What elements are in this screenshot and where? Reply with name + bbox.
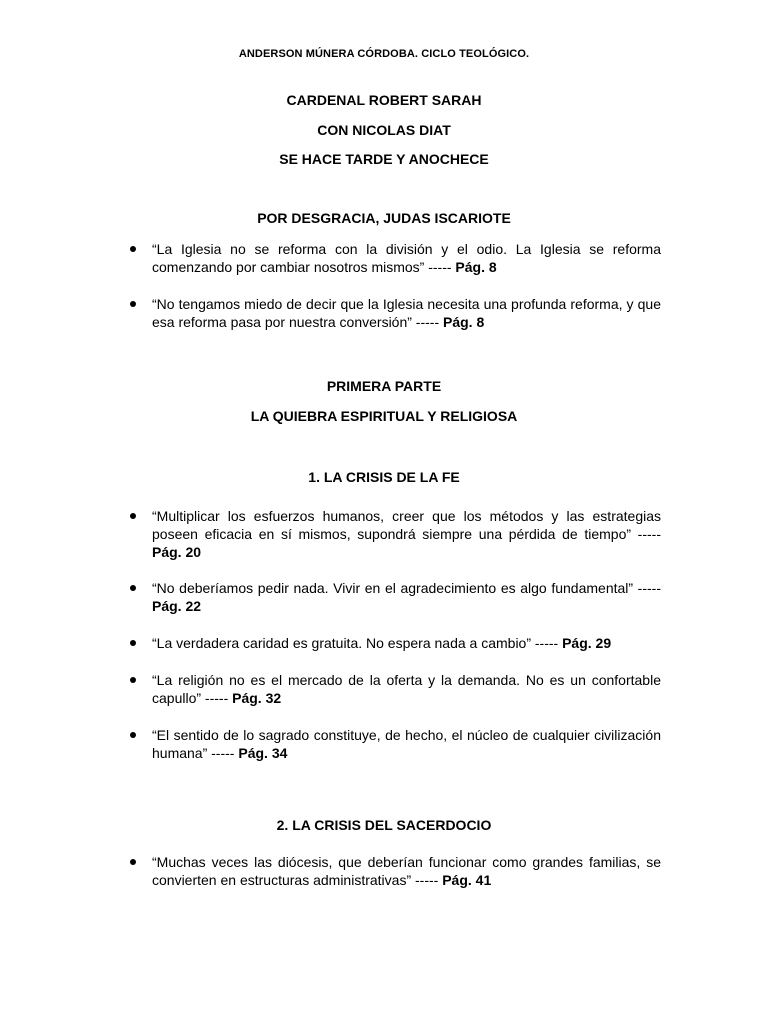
page-reference: Pág. 20	[152, 544, 202, 560]
book-author: CARDENAL ROBERT SARAH	[286, 92, 482, 108]
quote-text: “La religión no es el mercado de la oferta y la demanda. No es un confortable capullo” ----- Pág. 32	[152, 672, 661, 706]
quote-text: “No deberíamos pedir nada. Vivir en el agradecimiento es algo fundamental” ----- Pág. 22	[152, 580, 661, 614]
quote-text: “Multiplicar los esfuerzos humanos, creer que los métodos y las estrategias poseen eficacia en sí mismos, supondrá siempre una pérdida de tiempo” ----- Pág. 20	[152, 508, 661, 560]
bullet-icon	[130, 677, 136, 683]
page-reference: Pág. 8	[455, 259, 497, 275]
book-title: SE HACE TARDE Y ANOCHECE	[279, 151, 489, 167]
quote-text: “Muchas veces las diócesis, que deberían funcionar como grandes familias, se convierten en estructuras administrativas” ----- Pág. 41	[152, 854, 661, 888]
bullet-icon	[130, 246, 136, 252]
bullet-icon	[130, 513, 136, 519]
page-reference: Pág. 8	[443, 314, 485, 330]
quote-text: “El sentido de lo sagrado constituye, de hecho, el núcleo de cualquier civilización humana” ----- Pág. 34	[152, 727, 661, 761]
document-header: ANDERSON MÚNERA CÓRDOBA. CICLO TEOLÓGICO.	[238, 48, 530, 60]
quote-text: “La Iglesia no se reforma con la división y el odio. La Iglesia se reforma comenzando por cambiar nosotros mismos” ----- Pág. 8	[152, 241, 661, 275]
page-reference: Pág. 34	[238, 745, 288, 761]
page-reference: Pág. 32	[232, 690, 282, 706]
bullet-icon	[130, 640, 136, 646]
page-reference: Pág. 29	[562, 635, 612, 651]
bullet-icon	[130, 732, 136, 738]
bullet-icon	[130, 585, 136, 591]
prologue-heading: POR DESGRACIA, JUDAS ISCARIOTE	[257, 210, 511, 226]
quote-text: “No tengamos miedo de decir que la Iglesia necesita una profunda reforma, y que esa reforma pasa por nuestra conversión” ----- Pág. 8	[152, 296, 661, 330]
part-title: LA QUIEBRA ESPIRITUAL Y RELIGIOSA	[250, 408, 518, 424]
quote-text: “La verdadera caridad es gratuita. No espera nada a cambio” ----- Pág. 29	[152, 635, 612, 651]
book-coauthor: CON NICOLAS DIAT	[317, 122, 451, 138]
part-label: PRIMERA PARTE	[326, 378, 442, 394]
page-reference: Pág. 22	[152, 598, 202, 614]
page-reference: Pág. 41	[442, 872, 492, 888]
bullet-icon	[130, 859, 136, 865]
section-heading: 1. LA CRISIS DE LA FE	[308, 469, 460, 485]
section-heading: 2. LA CRISIS DEL SACERDOCIO	[276, 817, 492, 833]
bullet-icon	[130, 301, 136, 307]
